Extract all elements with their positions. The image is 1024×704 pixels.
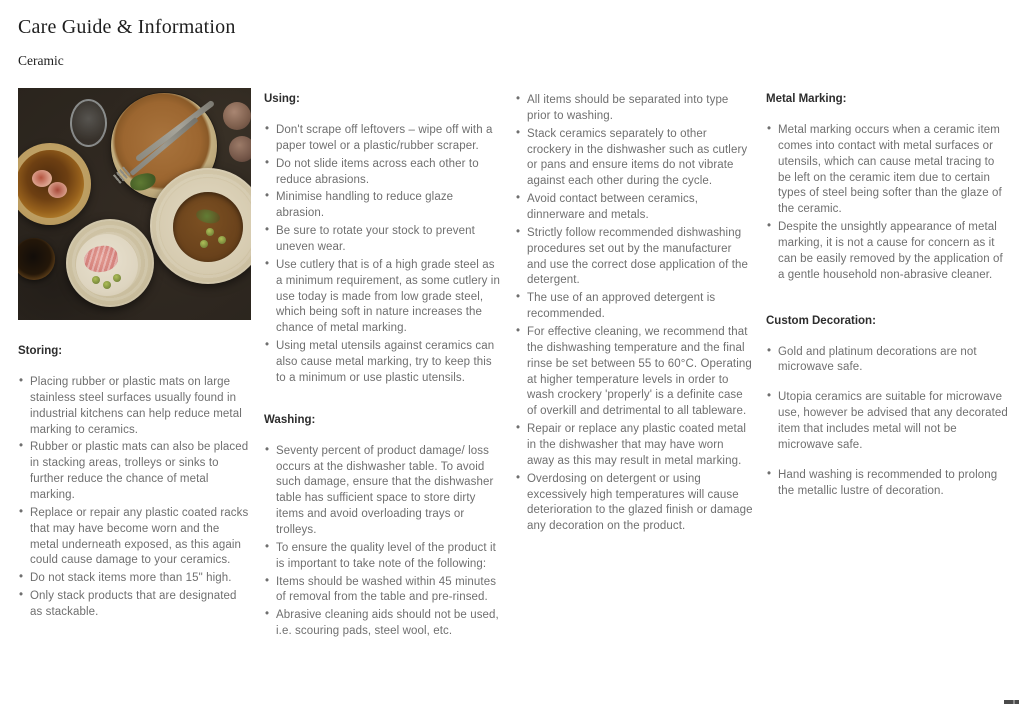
using-heading: Using: [264,93,300,105]
bullet-item: • Gold and platinum decorations are not microwave safe. [766,345,1008,377]
bullet-item: • Repair or replace any plastic coated metal in the dishwasher that may have worn away as this may result in metal marking. [515,422,753,470]
section-using [264,88,502,387]
metal-marking-list [766,123,1008,284]
bullet-item: • Items should be washed within 45 minutes of removal from the table and pre-rinsed. [264,575,502,607]
bullet-item: • Placing rubber or plastic mats on large stainless steel surfaces usually found in industrial kitchens can help reduce metal marking to ceramics. [18,375,251,438]
bullet-item: • Do not slide items across each other to reduce abrasions. [264,157,502,189]
photo-glass-tumbler [70,99,107,147]
column-1 [18,88,251,642]
column-4 [766,88,1008,642]
photo-olive [103,281,111,289]
washing-continued-list [515,93,753,535]
bullet-item: • Using metal utensils against ceramics can also cause metal marking, try to keep this to a minimum or use plastic utensils. [264,339,502,387]
photo-olive [206,228,214,236]
bullet-item: • Abrasive cleaning aids should not be used, i.e. scouring pads, steel wool, etc. [264,608,502,640]
bullet-item: • Don't scrape off leftovers – wipe off with a paper towel or a plastic/rubber scraper. [264,123,502,155]
bullet-item: • To ensure the quality level of the product it is important to take note of the following: [264,541,502,573]
column-3 [515,88,753,642]
section-washing [264,409,502,640]
bullet-item: • Be sure to rotate your stock to prevent uneven wear. [264,224,502,256]
bullet-item: • Strictly follow recommended dishwashing procedures set out by the manufacturer and use the correct dose application of the detergent. [515,226,753,289]
bullet-item: • Only stack products that are designated as stackable. [18,589,251,621]
custom-decoration-heading: Custom Decoration: [766,314,876,327]
bullet-item: • Use cutlery that is of a high grade steel as a minimum requirement, as some cutlery in use today is made from low grade steel, which being soft in nature increases the chance of metal marking. [264,258,502,337]
custom-decoration-list [766,345,1008,500]
bullet-item: • Hand washing is recommended to prolong the metallic lustre of decoration. [766,468,1008,500]
bullet-item: • Overdosing on detergent or using excessively high temperatures will cause deterioration to the glazed finish or damage any decoration on the product. [515,472,753,535]
bullet-item: • Minimise handling to reduce glaze abrasion. [264,190,502,222]
page-title: Care Guide & Information [18,16,236,38]
column-2 [264,88,502,642]
bullet-item: • Avoid contact between ceramics, dinnerware and metals. [515,192,753,224]
content-columns [18,88,1008,642]
bullet-item: • Rubber or plastic mats can also be placed in stacking areas, trolleys or sinks to further reduce the chance of metal marking. [18,440,251,503]
page-subtitle: Ceramic [18,53,64,68]
metal-marking-heading: Metal Marking: [766,93,847,105]
ceramic-tableware-photo [18,88,251,320]
photo-olive [113,274,121,282]
bullet-item: • For effective cleaning, we recommend that the dishwashing temperature and the final rinse be set between 55 to 60°C. Operating at higher temperature levels in order to wash crockery 'properly' is a definite case of overkill and detrimental to all tableware. [515,325,753,420]
bullet-item: • Despite the unsightly appearance of metal marking, it is not a cause for concern as it can be easily removed by the application of a gentle household non-abrasive cleaner. [766,220,1008,283]
photo-olive [200,240,208,248]
bullet-item: • All items should be separated into type prior to washing. [515,93,753,125]
storing-list [18,375,251,621]
photo-fig [48,182,67,198]
bullet-item: • The use of an approved detergent is recommended. [515,291,753,323]
bullet-item: • Replace or repair any plastic coated racks that may have become worn and the metal underneath exposed, as this again could cause damage to your ceramics. [18,506,251,569]
bullet-item: • Do not stack items more than 15" high. [18,571,251,587]
washing-heading: Washing: [264,413,316,426]
page-corner-mark [1004,700,1019,704]
photo-copper-shaker [229,136,251,162]
section-storing [18,340,251,621]
photo-copper-shaker [223,102,251,130]
bullet-item: • Utopia ceramics are suitable for microwave use, however be advised that any decorated item that includes metal will not be microwave safe. [766,390,1008,453]
bullet-item: • Stack ceramics separately to other crockery in the dishwasher such as cutlery or pans and ensure items do not vibrate against each other during the cycle. [515,127,753,190]
section-metal-marking [766,88,1008,284]
photo-dark-bowl [18,238,55,280]
washing-list [264,444,502,640]
photo-soup [173,192,243,262]
photo-olive [218,236,226,244]
bullet-item: • Seventy percent of product damage/ loss occurs at the dishwasher table. To avoid such damage, ensure that the dishwasher table has sufficient space to store dirty items and avoid overloading trays or trolleys. [264,444,502,539]
using-list [264,123,502,387]
bullet-item: • Metal marking occurs when a ceramic item comes into contact with metal surfaces or utensils, which can cause metal tracing to be left on the ceramic item due to certain types of steel being softer than the glaze of the ceramic. [766,123,1008,218]
storing-heading: Storing: [18,345,63,357]
page-header [18,16,236,69]
photo-olive [92,276,100,284]
section-custom-decoration [766,310,1008,500]
